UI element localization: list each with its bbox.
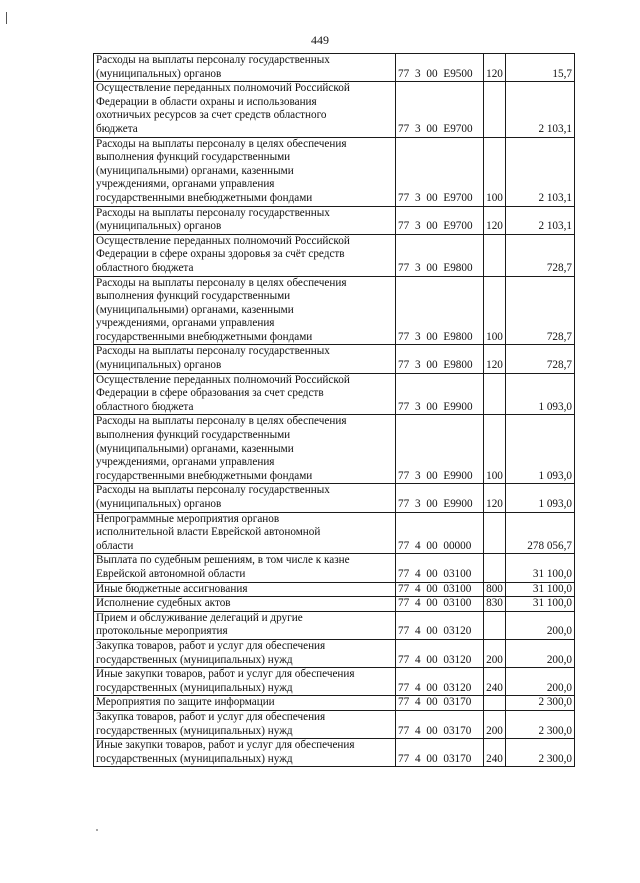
expense-name-cell [94, 582, 396, 597]
expense-name-line: охотничьих ресурсов за счет средств областного [96, 109, 327, 122]
expense-name-cell [94, 82, 396, 137]
expense-name-line: области [96, 539, 134, 552]
expense-name-line: Федерации в области охраны и использования [96, 95, 317, 108]
expense-name-cell [94, 739, 396, 767]
expense-name-line: государственных (муниципальных) нужд [96, 653, 293, 666]
classification-code-cell: 77 3 00 Е9800 [396, 234, 484, 276]
classification-code-cell: 77 3 00 Е9700 [396, 137, 484, 206]
table-row [94, 512, 575, 554]
expense-type-cell: 100 [484, 415, 506, 484]
table-row [94, 234, 575, 276]
expense-name-line: учреждениями, органами управления [96, 317, 275, 330]
expense-name-line: государственными внебюджетными фондами [96, 191, 313, 204]
expense-name-line: Закупка товаров, работ и услуг для обеспечения [96, 639, 326, 652]
expense-name-line: исполнительной власти Еврейской автономной [96, 526, 321, 539]
expense-name-cell [94, 206, 396, 234]
expense-name-line: выполнения функций государственными [96, 290, 291, 303]
classification-code-cell: 77 4 00 03100 [396, 597, 484, 612]
expense-name-line: (муниципальных) органов [96, 67, 222, 80]
amount-cell: 200,0 [506, 668, 575, 696]
expense-name-line: (муниципальными) органами, казенными [96, 442, 294, 455]
table-row [94, 206, 575, 234]
scan-dot-mark [96, 829, 98, 831]
expense-name-line: Осуществление переданных полномочий Российской [96, 373, 350, 386]
classification-code-cell: 77 3 00 Е9900 [396, 484, 484, 512]
expense-type-cell: 120 [484, 484, 506, 512]
expense-type-cell [484, 696, 506, 711]
classification-code-cell: 77 4 00 00000 [396, 512, 484, 554]
expense-name-line: бюджета [96, 122, 138, 135]
expense-name-cell [94, 639, 396, 667]
amount-cell: 278 056,7 [506, 512, 575, 554]
expense-name-line: протокольные мероприятия [96, 625, 228, 638]
classification-code-cell: 77 4 00 03170 [396, 739, 484, 767]
table-row [94, 373, 575, 415]
expense-type-cell: 200 [484, 710, 506, 738]
expense-name-cell [94, 668, 396, 696]
expense-type-cell: 800 [484, 582, 506, 597]
amount-cell: 200,0 [506, 611, 575, 639]
table-row [94, 54, 575, 82]
expense-name-line: Расходы на выплаты персоналу в целях обеспечения [96, 276, 347, 289]
expense-name-line: Непрограммные мероприятия органов [96, 512, 280, 525]
page-number: 449 [311, 33, 329, 47]
expense-name-line: Исполнение судебных актов [96, 597, 231, 610]
expense-name-line: Расходы на выплаты персоналу в целях обеспечения [96, 137, 347, 150]
classification-code-cell: 77 3 00 Е9900 [396, 415, 484, 484]
expense-name-line: (муниципальных) органов [96, 359, 222, 372]
expense-name-cell [94, 373, 396, 415]
expense-name-line: государственными внебюджетными фондами [96, 469, 313, 482]
table-row [94, 639, 575, 667]
expense-name-line: Расходы на выплаты персоналу государственных [96, 484, 330, 497]
expense-name-line: выполнения функций государственными [96, 151, 291, 164]
expense-name-line: учреждениями, органами управления [96, 178, 275, 191]
expense-name-cell [94, 54, 396, 82]
classification-code-cell: 77 3 00 Е9800 [396, 345, 484, 373]
expense-name-line: Еврейской автономной области [96, 567, 246, 580]
amount-cell: 200,0 [506, 639, 575, 667]
expense-name-cell [94, 512, 396, 554]
expense-name-cell [94, 597, 396, 612]
expense-type-cell: 200 [484, 639, 506, 667]
expense-name-line: Иные бюджетные ассигнования [96, 582, 248, 595]
classification-code-cell: 77 4 00 03120 [396, 668, 484, 696]
classification-code-cell: 77 4 00 03100 [396, 582, 484, 597]
expense-name-line: государственными внебюджетными фондами [96, 330, 313, 343]
amount-cell: 2 300,0 [506, 710, 575, 738]
expense-type-cell: 100 [484, 276, 506, 345]
budget-table [93, 53, 575, 767]
expense-name-cell [94, 415, 396, 484]
expense-name-line: Осуществление переданных полномочий Российской [96, 234, 350, 247]
amount-cell: 728,7 [506, 345, 575, 373]
expense-type-cell: 120 [484, 345, 506, 373]
scan-edge-mark [6, 12, 7, 24]
expense-name-line: Выплата по судебным решениям, в том числе к казне [96, 554, 350, 567]
expense-type-cell [484, 234, 506, 276]
table-row [94, 739, 575, 767]
table-row [94, 484, 575, 512]
budget-table-body [94, 54, 575, 767]
table-row [94, 137, 575, 206]
expense-name-cell [94, 276, 396, 345]
amount-cell: 2 103,1 [506, 137, 575, 206]
expense-name-line: областного бюджета [96, 261, 194, 274]
expense-type-cell [484, 611, 506, 639]
expense-name-line: (муниципальными) органами, казенными [96, 303, 294, 316]
expense-type-cell [484, 554, 506, 582]
classification-code-cell: 77 4 00 03120 [396, 611, 484, 639]
table-row [94, 597, 575, 612]
amount-cell: 2 300,0 [506, 739, 575, 767]
table-row [94, 554, 575, 582]
expense-name-line: Федерации в сфере охраны здоровья за счёт средств [96, 248, 345, 261]
table-row [94, 82, 575, 137]
amount-cell: 31 100,0 [506, 582, 575, 597]
classification-code-cell: 77 4 00 03100 [396, 554, 484, 582]
table-row [94, 696, 575, 711]
expense-type-cell [484, 82, 506, 137]
expense-name-cell [94, 137, 396, 206]
classification-code-cell: 77 4 00 03170 [396, 696, 484, 711]
amount-cell: 15,7 [506, 54, 575, 82]
expense-name-line: Иные закупки товаров, работ и услуг для обеспечения [96, 739, 355, 752]
amount-cell: 728,7 [506, 234, 575, 276]
expense-name-line: Расходы на выплаты персоналу государственных [96, 345, 330, 358]
expense-name-line: государственных (муниципальных) нужд [96, 681, 293, 694]
expense-name-line: (муниципальных) органов [96, 498, 222, 510]
amount-cell: 2 300,0 [506, 696, 575, 711]
amount-cell: 1 093,0 [506, 415, 575, 484]
table-row [94, 710, 575, 738]
expense-type-cell: 120 [484, 54, 506, 82]
expense-name-line: Мероприятия по защите информации [96, 696, 275, 709]
expense-name-line: (муниципальных) органов [96, 220, 222, 233]
expense-name-cell [94, 484, 396, 512]
expense-name-cell [94, 710, 396, 738]
expense-name-cell [94, 611, 396, 639]
expense-type-cell: 100 [484, 137, 506, 206]
expense-name-line: Федерации в сфере образования за счет средств [96, 387, 324, 400]
amount-cell: 31 100,0 [506, 597, 575, 612]
expense-name-line: Осуществление переданных полномочий Российской [96, 82, 350, 95]
classification-code-cell: 77 3 00 Е9700 [396, 82, 484, 137]
expense-name-line: областного бюджета [96, 400, 194, 413]
amount-cell: 1 093,0 [506, 484, 575, 512]
expense-name-line: Расходы на выплаты персоналу в целях обеспечения [96, 415, 347, 428]
table-row [94, 415, 575, 484]
expense-name-line: (муниципальными) органами, казенными [96, 164, 294, 177]
expense-name-line: Закупка товаров, работ и услуг для обеспечения [96, 710, 326, 723]
classification-code-cell: 77 3 00 Е9800 [396, 276, 484, 345]
classification-code-cell: 77 3 00 Е9900 [396, 373, 484, 415]
expense-name-line: Иные закупки товаров, работ и услуг для обеспечения [96, 668, 355, 681]
expense-name-line: Расходы на выплаты персоналу государственных [96, 206, 330, 219]
table-row [94, 582, 575, 597]
amount-cell: 1 093,0 [506, 373, 575, 415]
classification-code-cell: 77 3 00 Е9500 [396, 54, 484, 82]
expense-name-cell [94, 234, 396, 276]
expense-name-cell [94, 696, 396, 711]
expense-type-cell [484, 373, 506, 415]
table-row [94, 611, 575, 639]
expense-name-cell [94, 554, 396, 582]
expense-type-cell [484, 512, 506, 554]
expense-type-cell: 240 [484, 668, 506, 696]
classification-code-cell: 77 4 00 03120 [396, 639, 484, 667]
expense-name-line: учреждениями, органами управления [96, 456, 275, 469]
expense-name-line: Прием и обслуживание делегаций и другие [96, 611, 303, 624]
expense-name-line: выполнения функций государственными [96, 429, 291, 442]
expense-name-line: Расходы на выплаты персоналу государственных [96, 54, 330, 66]
expense-name-cell [94, 345, 396, 373]
expense-type-cell: 830 [484, 597, 506, 612]
expense-type-cell: 240 [484, 739, 506, 767]
expense-name-line: государственных (муниципальных) нужд [96, 724, 293, 737]
amount-cell: 2 103,1 [506, 206, 575, 234]
amount-cell: 31 100,0 [506, 554, 575, 582]
expense-type-cell: 120 [484, 206, 506, 234]
classification-code-cell: 77 4 00 03170 [396, 710, 484, 738]
amount-cell: 728,7 [506, 276, 575, 345]
classification-code-cell: 77 3 00 Е9700 [396, 206, 484, 234]
table-row [94, 668, 575, 696]
expense-name-line: государственных (муниципальных) нужд [96, 752, 293, 765]
amount-cell: 2 103,1 [506, 82, 575, 137]
table-row [94, 345, 575, 373]
table-row [94, 276, 575, 345]
